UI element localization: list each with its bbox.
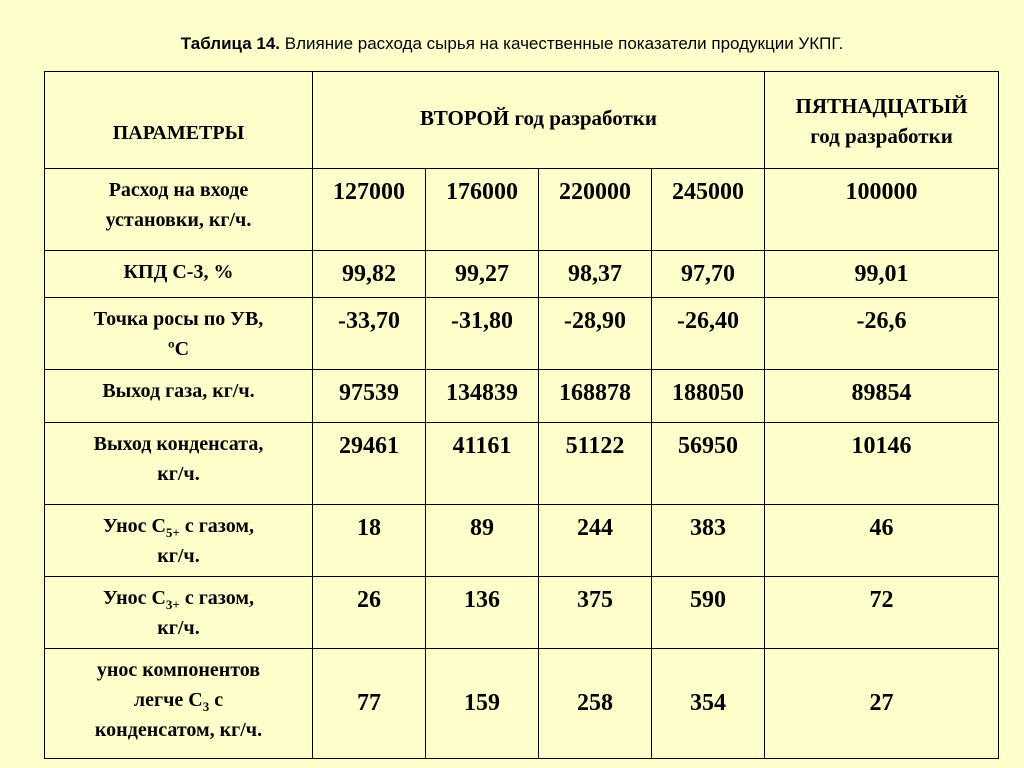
row-value: -28,90: [539, 298, 652, 370]
row-value: 99,27: [426, 251, 539, 298]
row-value: 590: [652, 577, 765, 649]
row-value: 98,37: [539, 251, 652, 298]
row-value: 258: [539, 649, 652, 759]
table-row: [45, 505, 999, 577]
row-value: 159: [426, 649, 539, 759]
row-value: 72: [765, 577, 999, 649]
row-value: 89854: [765, 370, 999, 423]
row-value: 18: [313, 505, 426, 577]
row-value: 77: [313, 649, 426, 759]
row-param: Выход газа, кг/ч.: [45, 370, 313, 423]
row-param: КПД С-3, %: [45, 251, 313, 298]
table-row: [45, 370, 999, 423]
row-value: 26: [313, 577, 426, 649]
table-row: [45, 169, 999, 251]
row-value: 99,01: [765, 251, 999, 298]
row-value: -33,70: [313, 298, 426, 370]
caption-text: Влияние расхода сырья на качественные показатели продукции УКПГ.: [280, 34, 844, 53]
row-param: Унос $С_{5+}$ с газом, кг/ч.: [45, 505, 313, 577]
row-value: 383: [652, 505, 765, 577]
row-value: 97539: [313, 370, 426, 423]
row-value: 136: [426, 577, 539, 649]
row-value: -26,40: [652, 298, 765, 370]
row-value: 46: [765, 505, 999, 577]
row-value: 134839: [426, 370, 539, 423]
table-row: [45, 577, 999, 649]
row-param: Расход на входе установки, кг/ч.: [45, 169, 313, 251]
table-row: [45, 423, 999, 505]
table-row: [45, 649, 999, 759]
header-params: ПАРАМЕТРЫ: [45, 72, 313, 169]
row-value: -31,80: [426, 298, 539, 370]
table-row: [45, 251, 999, 298]
row-value: 56950: [652, 423, 765, 505]
row-param: Точка росы по УВ, ºС: [45, 298, 313, 370]
row-value: -26,6: [765, 298, 999, 370]
caption-label: Таблица 14.: [180, 34, 281, 53]
row-value: 10146: [765, 423, 999, 505]
row-value: 99,82: [313, 251, 426, 298]
row-value: 100000: [765, 169, 999, 251]
row-value: 176000: [426, 169, 539, 251]
row-param: Унос $С_{3+}$ с газом, кг/ч.: [45, 577, 313, 649]
row-value: 89: [426, 505, 539, 577]
table-row: [45, 298, 999, 370]
row-value: 97,70: [652, 251, 765, 298]
row-value: 27: [765, 649, 999, 759]
parameters-table: [44, 71, 999, 759]
row-value: 245000: [652, 169, 765, 251]
header-second-year: ВТОРОЙ год разработки: [313, 72, 765, 169]
row-value: 188050: [652, 370, 765, 423]
row-value: 41161: [426, 423, 539, 505]
row-value: 29461: [313, 423, 426, 505]
row-value: 375: [539, 577, 652, 649]
row-value: 127000: [313, 169, 426, 251]
row-value: 354: [652, 649, 765, 759]
row-param: унос компонентов легче $С_3$ с конденсатом, кг/ч.: [45, 649, 313, 759]
row-value: 168878: [539, 370, 652, 423]
row-value: 51122: [539, 423, 652, 505]
row-value: 220000: [539, 169, 652, 251]
row-param: Выход конденсата, кг/ч.: [45, 423, 313, 505]
row-value: 244: [539, 505, 652, 577]
header-row: [45, 72, 999, 169]
header-fifteenth-year: ПЯТНАДЦАТЫЙ год разработки: [765, 72, 999, 169]
table-caption: [0, 34, 1024, 54]
